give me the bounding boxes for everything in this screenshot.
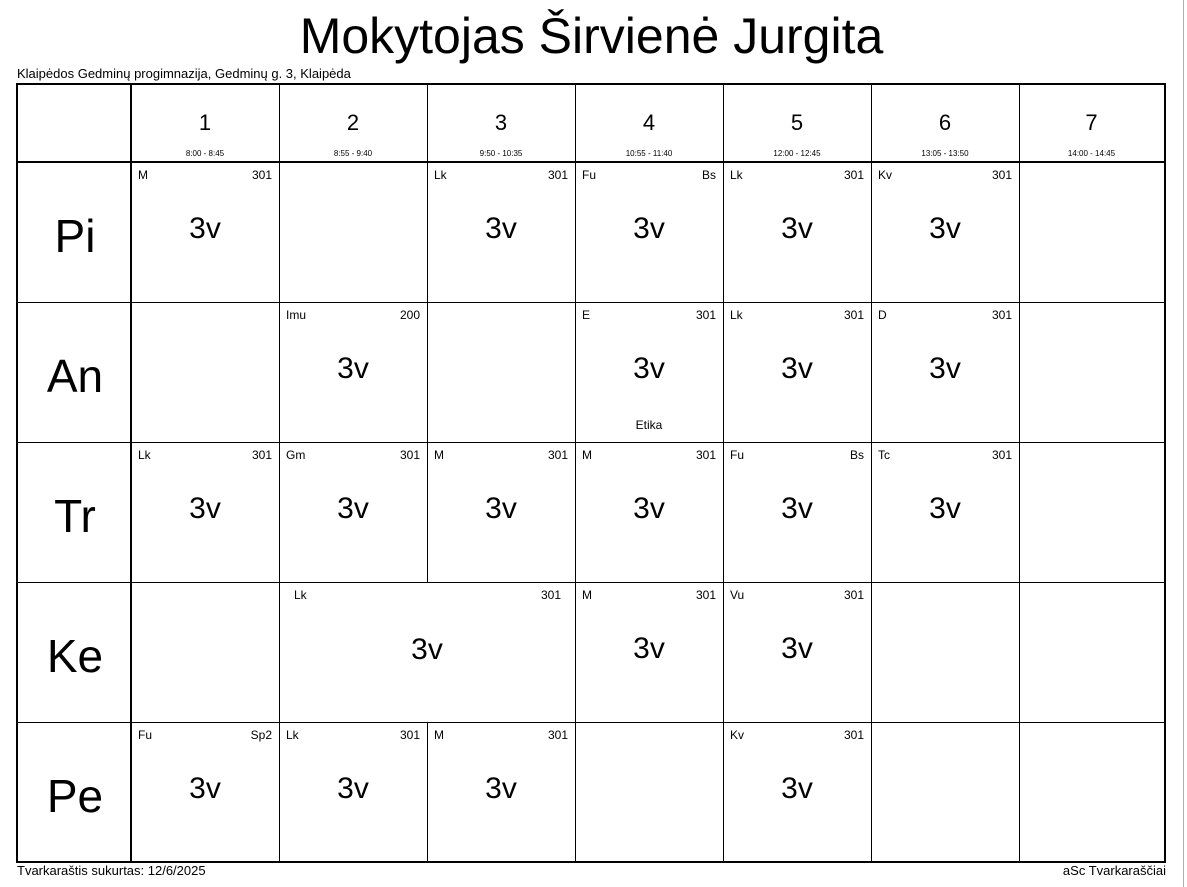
period-time: 9:50 - 10:35 [479,149,523,158]
grid-vertical-line [427,302,428,442]
lesson-room: 301 [843,728,864,742]
period-header-1 [131,85,279,163]
lesson-room: 301 [399,728,420,742]
lesson-class: 3v [337,772,369,805]
lesson-room: Sp2 [250,728,272,742]
period-header-7 [1019,85,1164,163]
lesson-room: 301 [991,448,1012,462]
lesson-cell[interactable] [723,722,871,861]
lesson-class: 3v [189,212,221,245]
lesson-room: 301 [991,308,1012,322]
lesson-subject: Fu [582,168,597,182]
lesson-subject: Lk [294,588,307,602]
lesson-subject: Lk [730,168,743,182]
lesson-subject: Lk [730,308,743,322]
lesson-subject: Tc [878,448,890,462]
grid-vertical-line [1019,162,1020,302]
lesson-class: 3v [929,352,961,385]
grid-vertical-line [1019,442,1020,582]
day-label-an: An [46,350,104,402]
lesson-room: 301 [547,728,568,742]
period-time: 8:00 - 8:45 [185,149,225,158]
lesson-subject: Lk [434,168,447,182]
period-number: 4 [642,110,656,135]
day-label-pi: Pi [54,210,96,262]
lesson-room: 200 [399,308,420,322]
lesson-room: 301 [251,448,272,462]
lesson-subject: D [878,308,887,322]
lesson-cell[interactable] [131,162,279,302]
lesson-cell[interactable] [575,442,723,582]
lesson-room: 301 [695,448,716,462]
lesson-class: 3v [781,212,813,245]
lesson-class: 3v [929,212,961,245]
lesson-class: 3v [337,352,369,385]
lesson-cell[interactable] [279,442,427,582]
period-number: 7 [1085,110,1098,135]
period-header-4 [575,85,723,163]
lesson-class: 3v [485,212,517,245]
lesson-subject: Lk [138,448,151,462]
lesson-cell[interactable] [871,162,1019,302]
grid-vertical-line [1019,722,1020,861]
lesson-class: 3v [633,212,665,245]
lesson-cell[interactable] [131,722,279,861]
page-edge [1183,0,1184,887]
school-address: Klaipėdos Gedminų progimnazija, Gedminų g. 3, Klaipėda [17,66,351,81]
period-number: 3 [494,110,508,135]
lesson-cell[interactable] [575,582,723,722]
page-title: Mokytojas Širvienė Jurgita [299,8,884,64]
lesson-room: 301 [695,588,716,602]
lesson-cell[interactable] [575,302,723,442]
lesson-subject: M [138,168,148,182]
grid-vertical-line [871,582,872,722]
lesson-cell[interactable] [575,162,723,302]
lesson-room: 301 [843,308,864,322]
lesson-subject: Vu [730,588,745,602]
lesson-class: 3v [781,632,813,665]
lesson-class: 3v [189,772,221,805]
timetable-grid [16,83,1166,863]
period-header-3 [427,85,575,163]
lesson-subject: E [582,308,591,322]
period-header-5 [723,85,871,163]
day-label-ke: Ke [46,630,104,682]
lesson-subject: Lk [286,728,299,742]
period-time: 10:55 - 11:40 [625,149,673,158]
period-number: 6 [938,110,952,135]
created-date: Tvarkaraštis sukurtas: 12/6/2025 [17,863,206,878]
lesson-class: 3v [337,492,369,525]
lesson-class: 3v [929,492,961,525]
grid-vertical-line [279,162,280,302]
lesson-room: 301 [991,168,1012,182]
lesson-cell[interactable] [427,162,575,302]
period-number: 1 [198,110,212,135]
lesson-cell[interactable] [723,302,871,442]
period-time: 13:05 - 13:50 [921,149,969,158]
period-header-2 [279,85,427,163]
lesson-cell[interactable] [279,722,427,861]
lesson-room: 301 [843,588,864,602]
lesson-class: 3v [781,352,813,385]
lesson-cell[interactable] [279,582,575,722]
lesson-room: 301 [540,588,561,602]
grid-vertical-line [1019,302,1020,442]
lesson-subject: M [434,448,444,462]
period-time: 14:00 - 14:45 [1067,149,1116,158]
lesson-room: Bs [849,448,864,462]
grid-vertical-line [575,722,576,861]
day-label-tr: Tr [54,490,96,542]
lesson-class: 3v [189,492,221,525]
lesson-subject: Imu [286,308,307,322]
period-number: 5 [790,110,804,135]
lesson-class: 3v [633,632,665,665]
lesson-cell[interactable] [723,442,871,582]
lesson-subject: Gm [286,448,306,462]
lesson-room: 301 [843,168,864,182]
lesson-cell[interactable] [279,302,427,442]
lesson-cell[interactable] [427,722,575,861]
lesson-cell[interactable] [131,442,279,582]
grid-corner [18,85,132,163]
lesson-class: 3v [781,492,813,525]
lesson-note: Etika [635,418,663,432]
lesson-class: 3v [485,772,517,805]
grid-vertical-line [871,722,872,861]
lesson-cell[interactable] [723,162,871,302]
lesson-subject: Fu [730,448,745,462]
period-time: 8:55 - 9:40 [333,149,373,158]
lesson-room: 301 [399,448,420,462]
lesson-class: 3v [411,633,443,666]
lesson-subject: M [434,728,444,742]
lesson-subject: Kv [878,168,893,182]
day-label-pe: Pe [46,769,104,822]
lesson-class: 3v [781,772,813,805]
lesson-class: 3v [633,492,665,525]
period-number: 2 [346,110,360,135]
period-header-6 [871,85,1019,163]
lesson-room: 301 [547,448,568,462]
lesson-room: Bs [701,168,716,182]
lesson-cell[interactable] [871,442,1019,582]
lesson-subject: M [582,448,592,462]
lesson-subject: Kv [730,728,745,742]
lesson-room: 301 [547,168,568,182]
lesson-cell[interactable] [871,302,1019,442]
lesson-cell[interactable] [427,442,575,582]
period-time: 12:00 - 12:45 [773,149,821,158]
grid-vertical-line [1019,582,1020,722]
lesson-room: 301 [695,308,716,322]
lesson-room: 301 [251,168,272,182]
lesson-class: 3v [485,492,517,525]
lesson-cell[interactable] [723,582,871,722]
lesson-subject: M [582,588,592,602]
lesson-class: 3v [633,352,665,385]
software-brand: aSc Tvarkaraščiai [1062,863,1166,878]
lesson-subject: Fu [138,728,153,742]
